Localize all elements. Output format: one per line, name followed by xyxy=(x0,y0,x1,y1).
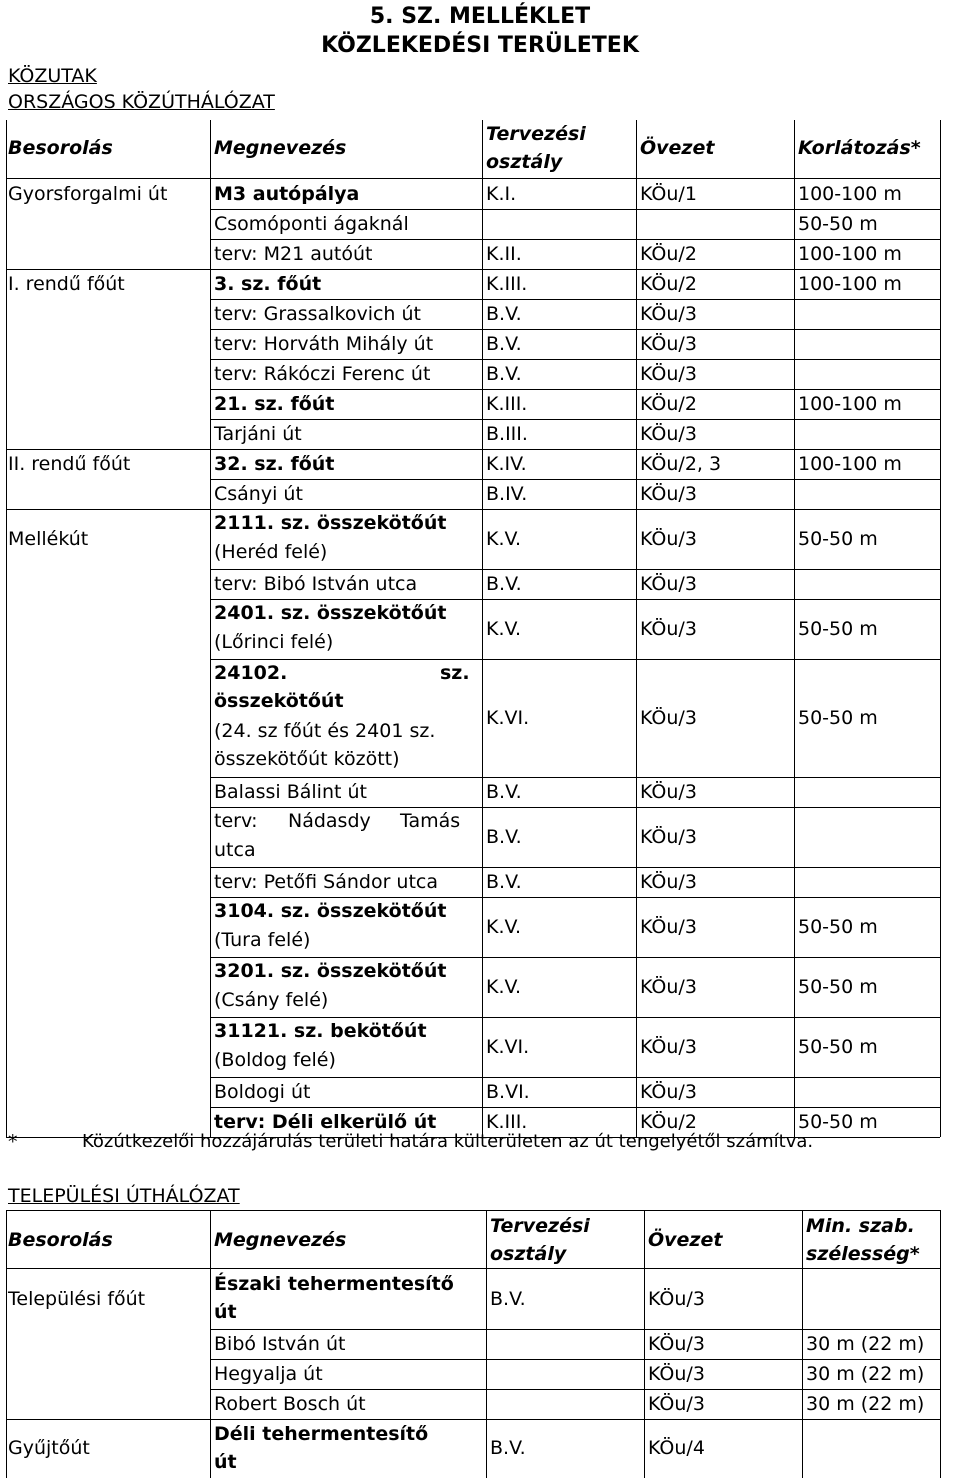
row-tervezesi-osztaly: K.III. xyxy=(486,393,528,415)
row-megnevezes: sz. xyxy=(440,662,470,684)
row2-megnevezes: út xyxy=(214,1451,237,1473)
table-rule xyxy=(6,509,940,510)
header2-besorolas: Besorolás xyxy=(8,1229,113,1251)
row-megnevezes: 3. sz. főút xyxy=(214,273,322,295)
row2-megnevezes: Déli tehermentesítő xyxy=(214,1423,429,1445)
row-megnevezes: terv: Bibó István utca xyxy=(214,573,418,595)
row-korlatozas: 50-50 m xyxy=(798,1036,878,1058)
row-megnevezes: összekötőút xyxy=(214,690,344,712)
table-rule xyxy=(210,1329,940,1330)
row2-ovezet: KÖu/3 xyxy=(648,1363,705,1385)
table-rule xyxy=(210,1389,940,1390)
table-rule xyxy=(210,659,940,660)
row-megnevezes: Csomóponti ágaknál xyxy=(214,213,409,235)
row-megnevezes: 31121. sz. bekötőút xyxy=(214,1020,427,1042)
row-tervezesi-osztaly: B.V. xyxy=(486,363,522,385)
row-megnevezes: terv: M21 autóút xyxy=(214,243,373,265)
row-tervezesi-osztaly: K.V. xyxy=(486,618,522,640)
table-rule xyxy=(794,120,795,1137)
table-rule xyxy=(210,419,940,420)
row-besorolas: Mellékút xyxy=(8,528,89,550)
row2-szelesseg: 30 m (22 m) xyxy=(806,1333,925,1355)
row-ovezet: KÖu/3 xyxy=(640,333,697,355)
header2-ovezet: Övezet xyxy=(648,1229,723,1251)
row-megnevezes: Boldogi út xyxy=(214,1081,311,1103)
row-besorolas: I. rendű főút xyxy=(8,273,125,295)
row-megnevezes: (Boldog felé) xyxy=(214,1049,336,1071)
row-megnevezes: 3104. sz. összekötőút xyxy=(214,900,447,922)
row-tervezesi-osztaly: B.V. xyxy=(486,573,522,595)
row-korlatozas: 100-100 m xyxy=(798,453,902,475)
row-tervezesi-osztaly: B.III. xyxy=(486,423,528,445)
table-rule xyxy=(210,1107,940,1108)
table-rule xyxy=(486,1210,487,1478)
row-megnevezes: 3201. sz. összekötőút xyxy=(214,960,447,982)
table-rule xyxy=(210,120,211,1137)
row-korlatozas: 100-100 m xyxy=(798,393,902,415)
table-rule xyxy=(482,120,483,1137)
table-rule xyxy=(210,569,940,570)
row2-besorolas: Gyűjtőút xyxy=(8,1437,90,1459)
table-rule xyxy=(210,957,940,958)
table-rule xyxy=(6,178,940,179)
row-tervezesi-osztaly: B.V. xyxy=(486,333,522,355)
table-rule xyxy=(6,1210,7,1478)
row-ovezet: KÖu/3 xyxy=(640,1036,697,1058)
header2-szelesseg: szélesség* xyxy=(806,1243,920,1265)
row-megnevezes: (Csány felé) xyxy=(214,989,329,1011)
header-korlatozas: Korlátozás* xyxy=(798,137,921,159)
section-telepulesi: TELEPÜLÉSI ÚTHÁLÓZAT xyxy=(8,1185,240,1207)
main-title: KÖZLEKEDÉSI TERÜLETEK xyxy=(321,33,639,58)
row-ovezet: KÖu/2 xyxy=(640,273,697,295)
row-megnevezes: 2401. sz. összekötőút xyxy=(214,602,447,624)
header2-megnevezes: Megnevezés xyxy=(214,1229,347,1251)
row-megnevezes: terv: Grassalkovich út xyxy=(214,303,421,325)
row-ovezet: KÖu/3 xyxy=(640,976,697,998)
table-rule xyxy=(210,867,940,868)
section-orszagos: ORSZÁGOS KÖZÚTHÁLÓZAT xyxy=(8,91,275,113)
row-megnevezes: Csányi út xyxy=(214,483,303,505)
table-rule xyxy=(210,239,940,240)
row-korlatozas: 50-50 m xyxy=(798,976,878,998)
row-megnevezes: összekötőút között) xyxy=(214,748,400,770)
row-megnevezes: (Tura felé) xyxy=(214,929,311,951)
row-besorolas: II. rendű főút xyxy=(8,453,131,475)
row-tervezesi-osztaly: K.VI. xyxy=(486,707,530,729)
row-ovezet: KÖu/3 xyxy=(640,573,697,595)
table-rule xyxy=(210,777,940,778)
table-rule xyxy=(210,1359,940,1360)
row-korlatozas: 50-50 m xyxy=(798,707,878,729)
row-ovezet: KÖu/3 xyxy=(640,1081,697,1103)
row2-megnevezes: Bibó István út xyxy=(214,1333,346,1355)
table-rule xyxy=(802,1210,803,1478)
table-rule xyxy=(6,449,940,450)
table-rule xyxy=(210,1210,211,1478)
row2-besorolas: Települési főút xyxy=(8,1288,146,1310)
row-korlatozas: 50-50 m xyxy=(798,1111,878,1133)
row2-szelesseg: 30 m (22 m) xyxy=(806,1363,925,1385)
footnote-mark: * xyxy=(8,1131,18,1153)
row-megnevezes: terv: Horváth Mihály út xyxy=(214,333,434,355)
table-rule xyxy=(6,269,940,270)
row-ovezet: KÖu/3 xyxy=(640,483,697,505)
row-megnevezes: Tamás xyxy=(400,810,461,832)
row-ovezet: KÖu/2, 3 xyxy=(640,453,722,475)
row-tervezesi-osztaly: B.IV. xyxy=(486,483,528,505)
row-ovezet: KÖu/3 xyxy=(640,826,697,848)
row-megnevezes: Balassi Bálint út xyxy=(214,781,367,803)
section-kozutak: KÖZUTAK xyxy=(8,65,97,87)
row-tervezesi-osztaly: K.V. xyxy=(486,916,522,938)
row-megnevezes: terv: xyxy=(214,810,258,832)
row-ovezet: KÖu/3 xyxy=(640,303,697,325)
row-megnevezes: 2111. sz. összekötőút xyxy=(214,512,447,534)
row-megnevezes: (24. sz főút és 2401 sz. xyxy=(214,720,436,742)
table-rule xyxy=(210,389,940,390)
row-ovezet: KÖu/3 xyxy=(640,423,697,445)
table-rule xyxy=(6,1419,940,1420)
row-ovezet: KÖu/1 xyxy=(640,183,697,205)
table-rule xyxy=(210,299,940,300)
row-tervezesi-osztaly: K.V. xyxy=(486,528,522,550)
row-megnevezes: M3 autópálya xyxy=(214,183,360,205)
row-korlatozas: 50-50 m xyxy=(798,618,878,640)
row2-ovezet: KÖu/3 xyxy=(648,1288,705,1310)
row-megnevezes: utca xyxy=(214,839,256,861)
row-tervezesi-osztaly: K.II. xyxy=(486,243,522,265)
row-ovezet: KÖu/2 xyxy=(640,1111,697,1133)
table-rule xyxy=(6,1268,940,1269)
annex-title: 5. SZ. MELLÉKLET xyxy=(369,4,591,29)
row-besorolas: Gyorsforgalmi út xyxy=(8,183,168,205)
row2-megnevezes: Robert Bosch út xyxy=(214,1393,366,1415)
table-rule xyxy=(210,359,940,360)
header-megnevezes: Megnevezés xyxy=(214,137,347,159)
row-megnevezes: Tarjáni út xyxy=(214,423,302,445)
row-tervezesi-osztaly: B.V. xyxy=(486,781,522,803)
header2-osztaly: osztály xyxy=(490,1243,567,1265)
row-korlatozas: 50-50 m xyxy=(798,528,878,550)
footnote-text: Közútkezelői hozzájárulás területi határa külterületen az út tengelyétől számítva. xyxy=(82,1131,814,1152)
table-rule xyxy=(210,1017,940,1018)
header-besorolas: Besorolás xyxy=(8,137,113,159)
row-tervezesi-osztaly: B.V. xyxy=(486,826,522,848)
table-rule xyxy=(6,1210,940,1211)
row2-megnevezes: út xyxy=(214,1301,237,1323)
row-ovezet: KÖu/3 xyxy=(640,781,697,803)
row-tervezesi-osztaly: K.III. xyxy=(486,273,528,295)
row-megnevezes: (Lőrinci felé) xyxy=(214,631,334,653)
table-rule xyxy=(210,1077,940,1078)
table-rule xyxy=(210,479,940,480)
table-rule xyxy=(644,1210,645,1478)
row-megnevezes: 21. sz. főút xyxy=(214,393,335,415)
header-tervezesi: Tervezési xyxy=(486,123,586,145)
row-megnevezes: 32. sz. főút xyxy=(214,453,335,475)
row-korlatozas: 100-100 m xyxy=(798,273,902,295)
table-rule xyxy=(636,120,637,1137)
row2-megnevezes: Északi tehermentesítő xyxy=(214,1273,454,1295)
header-ovezet: Övezet xyxy=(640,137,715,159)
row-megnevezes: (Heréd felé) xyxy=(214,541,328,563)
header-osztaly: osztály xyxy=(486,151,563,173)
row-megnevezes: terv: Rákóczi Ferenc út xyxy=(214,363,431,385)
table-rule xyxy=(210,329,940,330)
row-megnevezes: terv: Petőfi Sándor utca xyxy=(214,871,439,893)
row-ovezet: KÖu/3 xyxy=(640,618,697,640)
header2-min-szab: Min. szab. xyxy=(806,1215,915,1237)
row-korlatozas: 50-50 m xyxy=(798,213,878,235)
row-tervezesi-osztaly: B.V. xyxy=(486,871,522,893)
row-megnevezes: Nádasdy xyxy=(288,810,371,832)
row2-tervezesi-osztaly: B.V. xyxy=(490,1288,526,1310)
row2-megnevezes: Hegyalja út xyxy=(214,1363,323,1385)
row-tervezesi-osztaly: K.I. xyxy=(486,183,517,205)
row-tervezesi-osztaly: K.V. xyxy=(486,976,522,998)
row2-szelesseg: 30 m (22 m) xyxy=(806,1393,925,1415)
table-rule xyxy=(210,897,940,898)
row-ovezet: KÖu/3 xyxy=(640,916,697,938)
row-tervezesi-osztaly: B.VI. xyxy=(486,1081,530,1103)
row-megnevezes: terv: Déli elkerülő út xyxy=(214,1111,437,1133)
row-ovezet: KÖu/3 xyxy=(640,363,697,385)
row2-tervezesi-osztaly: B.V. xyxy=(490,1437,526,1459)
row-korlatozas: 50-50 m xyxy=(798,916,878,938)
row-ovezet: KÖu/2 xyxy=(640,243,697,265)
row-ovezet: KÖu/3 xyxy=(640,871,697,893)
row2-ovezet: KÖu/3 xyxy=(648,1393,705,1415)
row2-ovezet: KÖu/3 xyxy=(648,1333,705,1355)
row-tervezesi-osztaly: K.III. xyxy=(486,1111,528,1133)
row-tervezesi-osztaly: K.IV. xyxy=(486,453,527,475)
row-tervezesi-osztaly: B.V. xyxy=(486,303,522,325)
row-ovezet: KÖu/2 xyxy=(640,393,697,415)
row-megnevezes: 24102. xyxy=(214,662,288,684)
row-ovezet: KÖu/3 xyxy=(640,528,697,550)
table-rule xyxy=(210,807,940,808)
table-rule xyxy=(6,120,7,1137)
table-rule xyxy=(210,599,940,600)
table-rule xyxy=(940,1210,941,1478)
row2-ovezet: KÖu/4 xyxy=(648,1437,705,1459)
table-rule xyxy=(940,120,941,1137)
row-ovezet: KÖu/3 xyxy=(640,707,697,729)
row-tervezesi-osztaly: K.VI. xyxy=(486,1036,530,1058)
row-korlatozas: 100-100 m xyxy=(798,183,902,205)
table-rule xyxy=(210,209,940,210)
header2-tervezesi: Tervezési xyxy=(490,1215,590,1237)
row-korlatozas: 100-100 m xyxy=(798,243,902,265)
